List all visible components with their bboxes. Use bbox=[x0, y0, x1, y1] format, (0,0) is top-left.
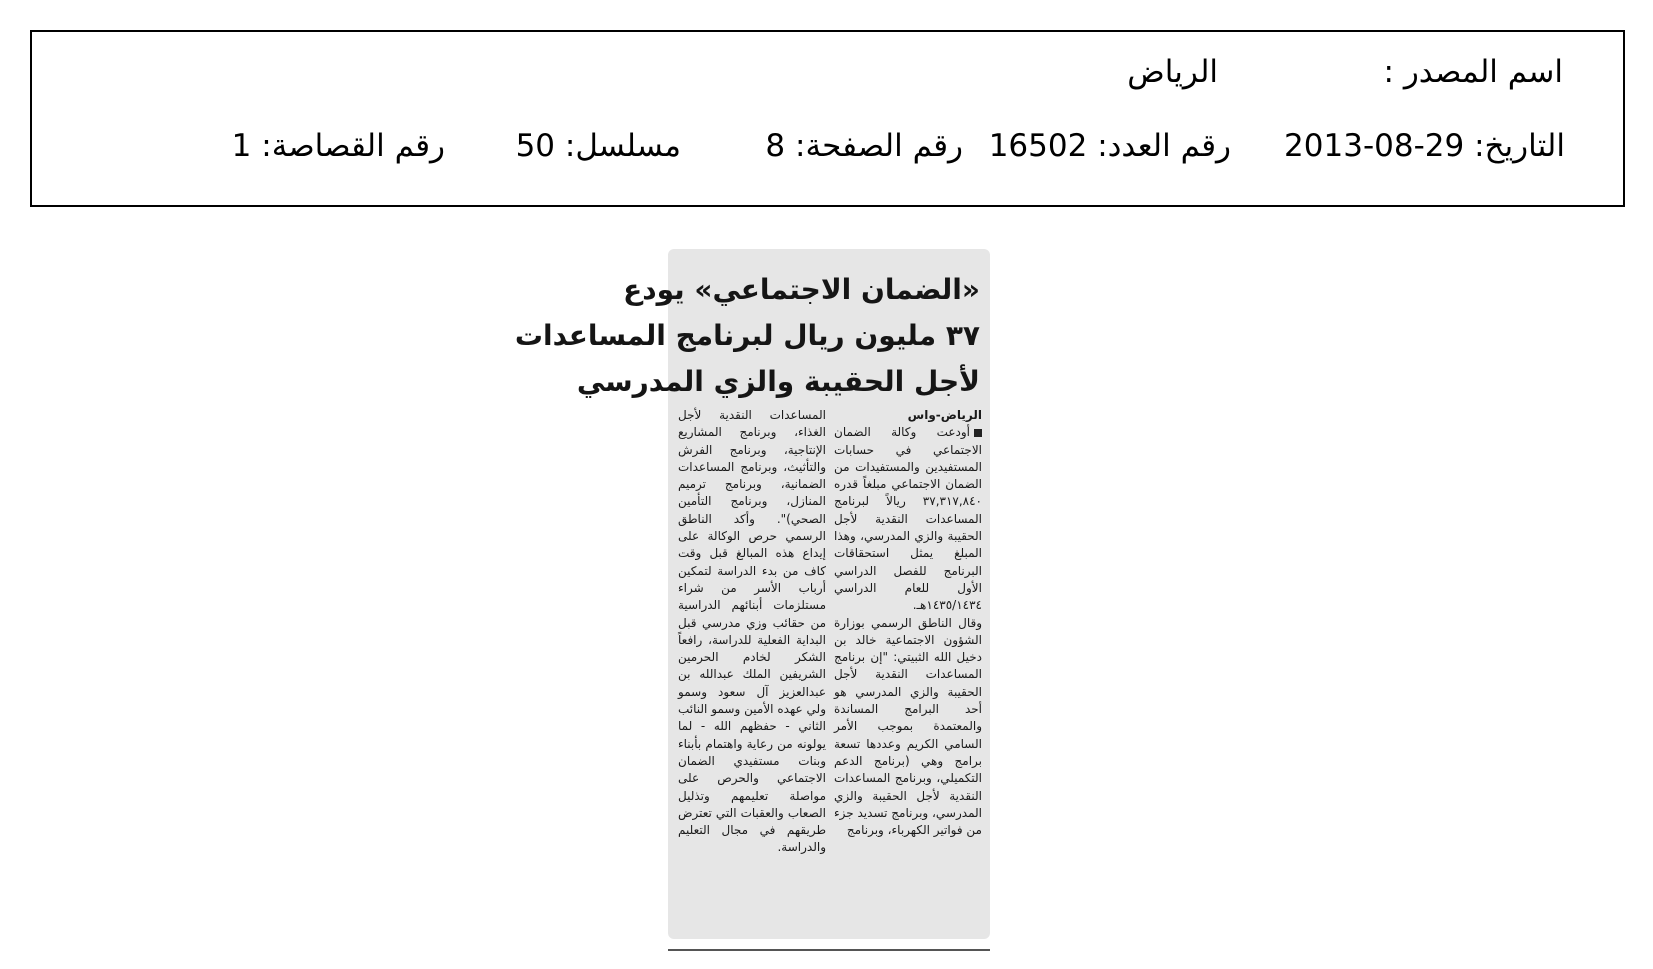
issue-value: 16502 bbox=[988, 128, 1088, 164]
clipping-number-label: رقم القصاصة: bbox=[261, 128, 445, 164]
clipping-number-value: 1 bbox=[231, 128, 252, 164]
date-value: 2013-08-29 bbox=[1284, 128, 1465, 164]
article-column-2 bbox=[678, 407, 826, 927]
source-info-box bbox=[30, 30, 1625, 207]
headline-line-3: لأجل الحقيبة والزي المدرسي bbox=[576, 365, 980, 398]
source-label: اسم المصدر : bbox=[1383, 54, 1563, 90]
serial-label: مسلسل: bbox=[564, 128, 681, 164]
article-column-1 bbox=[834, 407, 982, 927]
article-paragraph: وقال الناطق الرسمي بوزارة الشؤون الاجتماعية خالد بن دخيل الله الثبيتي: "إن برنامج المساعدات النقدية لأجل الحقيبة والزي المدرسي هو أحد البرامج المساندة والمعتمدة بموجب الأمر السامي الكريم وعددها تسعة برامج وهي (برنامج الدعم التكميلي، وبرنامج المساعدات النقدية لأجل الحقيبة والزي المدرسي، وبرنامج تسديد جزء من فواتير الكهرباء، وبرنامج bbox=[834, 615, 982, 838]
source-value: الرياض bbox=[1127, 54, 1218, 90]
headline-line-1: «الضمان الاجتماعي» يودع bbox=[623, 273, 980, 306]
page-number-label: رقم الصفحة: bbox=[795, 128, 963, 164]
bullet-square-icon bbox=[974, 429, 982, 437]
clipping-number-field bbox=[232, 128, 445, 164]
serial-value: 50 bbox=[515, 128, 556, 164]
issue-label: رقم العدد: bbox=[1097, 128, 1231, 164]
date-field bbox=[1284, 128, 1565, 164]
article-paragraph bbox=[834, 424, 982, 614]
date-label: التاريخ: bbox=[1474, 128, 1565, 164]
page-number-value: 8 bbox=[765, 128, 786, 164]
page-number-field bbox=[765, 128, 963, 164]
article-dateline: الرياض-واس bbox=[907, 408, 982, 422]
clipping-bottom-rule bbox=[668, 949, 990, 951]
issue-field bbox=[989, 128, 1231, 164]
newspaper-clipping bbox=[514, 249, 990, 939]
paragraph-text: أودعت وكالة الضمان الاجتماعي في حسابات المستفيدين والمستفيدات من الضمان الاجتماعي مبلغاً قدره ٣٧,٣١٧,٨٤٠ ريالاً لبرنامج المساعدات النقدية لأجل الحقيبة والزي المدرسي، وهذا المبلغ يمثل استحقاقات البرنامج للفصل الدراسي الأول للعام الدراسي ١٤٣٥/١٤٣٤هـ. bbox=[834, 425, 982, 613]
article-headline bbox=[514, 267, 980, 405]
article-paragraph: المساعدات النقدية لأجل الغذاء، وبرنامج المشاريع الإنتاجية، وبرنامج الفرش والتأثيث، وبرنامج المساعدات الضمانية، وبرنامج ترميم المنازل، وبرنامج التأمين الصحي)". وأكد الناطق الرسمي حرص الوكالة على إيداع هذه المبالغ قبل وقت كاف من بدء الدراسة لتمكين أرباب الأسر من شراء مستلزمات أبنائهم الدراسية من حقائب وزي مدرسي قبل البداية الفعلية للدراسة، رافعاً الشكر لخادم الحرمين الشريفين الملك عبدالله بن عبدالعزيز آل سعود وسمو ولي عهده الأمين وسمو النائب الثاني - حفظهم الله - لما يولونه من رعاية واهتمام بأبناء وبنات مستفيدي الضمان الاجتماعي والحرص على مواصلة تعليمهم وتذليل الصعاب والعقبات التي تعترض طريقهم في مجال التعليم والدراسة. bbox=[678, 408, 826, 855]
serial-field bbox=[516, 128, 681, 164]
headline-line-2: ٣٧ مليون ريال لبرنامج المساعدات bbox=[514, 319, 980, 352]
